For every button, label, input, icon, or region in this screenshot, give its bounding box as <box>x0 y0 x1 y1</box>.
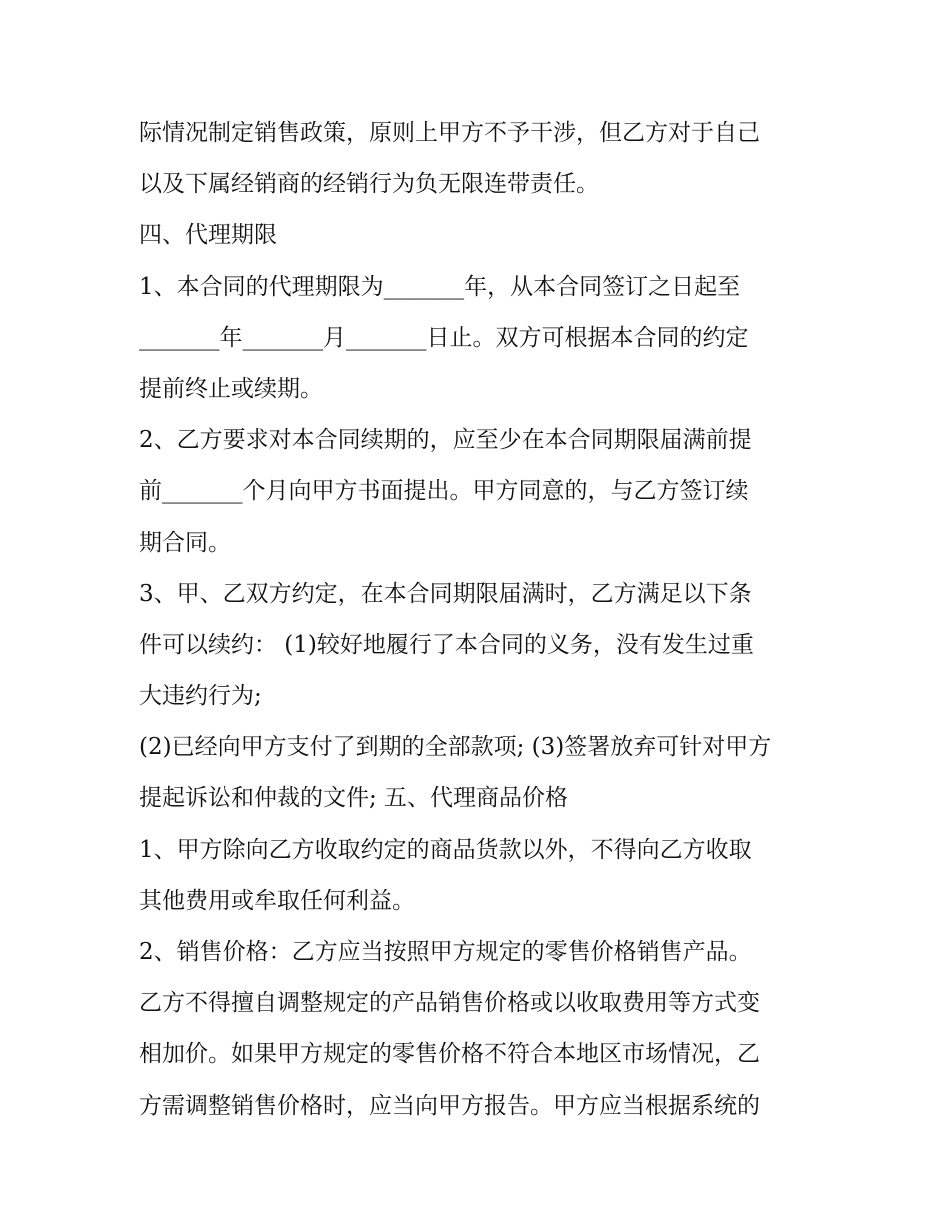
text-line: 前_______个月向甲方书面提出。甲方同意的，与乙方签订续 <box>139 478 749 505</box>
text-line: (2)已经向甲方支付了到期的全部款项; (3)签署放弃可针对甲方 <box>139 734 772 761</box>
text-line: 2、销售价格：乙方应当按照甲方规定的零售价格销售产品。 <box>139 939 752 965</box>
text-line: 提起诉讼和仲裁的文件; 五、代理商品价格 <box>139 785 569 812</box>
text-line: 1、本合同的代理期限为_______年，从本合同签订之日起至 <box>139 273 741 300</box>
text-line: 相加价。如果甲方规定的零售价格不符合本地区市场情况，乙 <box>139 1041 760 1068</box>
document-body <box>139 108 829 1132</box>
section-heading: 四、代理期限 <box>139 222 277 249</box>
text-line: 件可以续约： (1)较好地履行了本合同的义务，没有发生过重 <box>139 631 754 658</box>
text-line: 方需调整销售价格时，应当向甲方报告。甲方应当根据系统的 <box>139 1092 760 1119</box>
text-line: 其他费用或牟取任何利益。 <box>139 887 415 914</box>
text-line: 提前终止或续期。 <box>139 375 323 402</box>
text-line: _______年_______月_______日止。双方可根据本合同的约定 <box>139 324 749 351</box>
text-line: 期合同。 <box>139 529 231 556</box>
text-line: 以及下属经销商的经销行为负无限连带责任。 <box>139 171 599 198</box>
text-line: 际情况制定销售政策，原则上甲方不予干涉，但乙方对于自己 <box>139 120 760 146</box>
text-line: 3、甲、乙双方约定，在本合同期限届满时，乙方满足以下条 <box>139 580 752 607</box>
text-line: 乙方不得擅自调整规定的产品销售价格或以收取费用等方式变 <box>139 990 760 1017</box>
text-line: 1、甲方除向乙方收取约定的商品货款以外，不得向乙方收取 <box>139 836 752 863</box>
text-line: 2、乙方要求对本合同续期的，应至少在本合同期限届满前提 <box>139 427 752 454</box>
text-line: 大违约行为; <box>139 683 262 710</box>
